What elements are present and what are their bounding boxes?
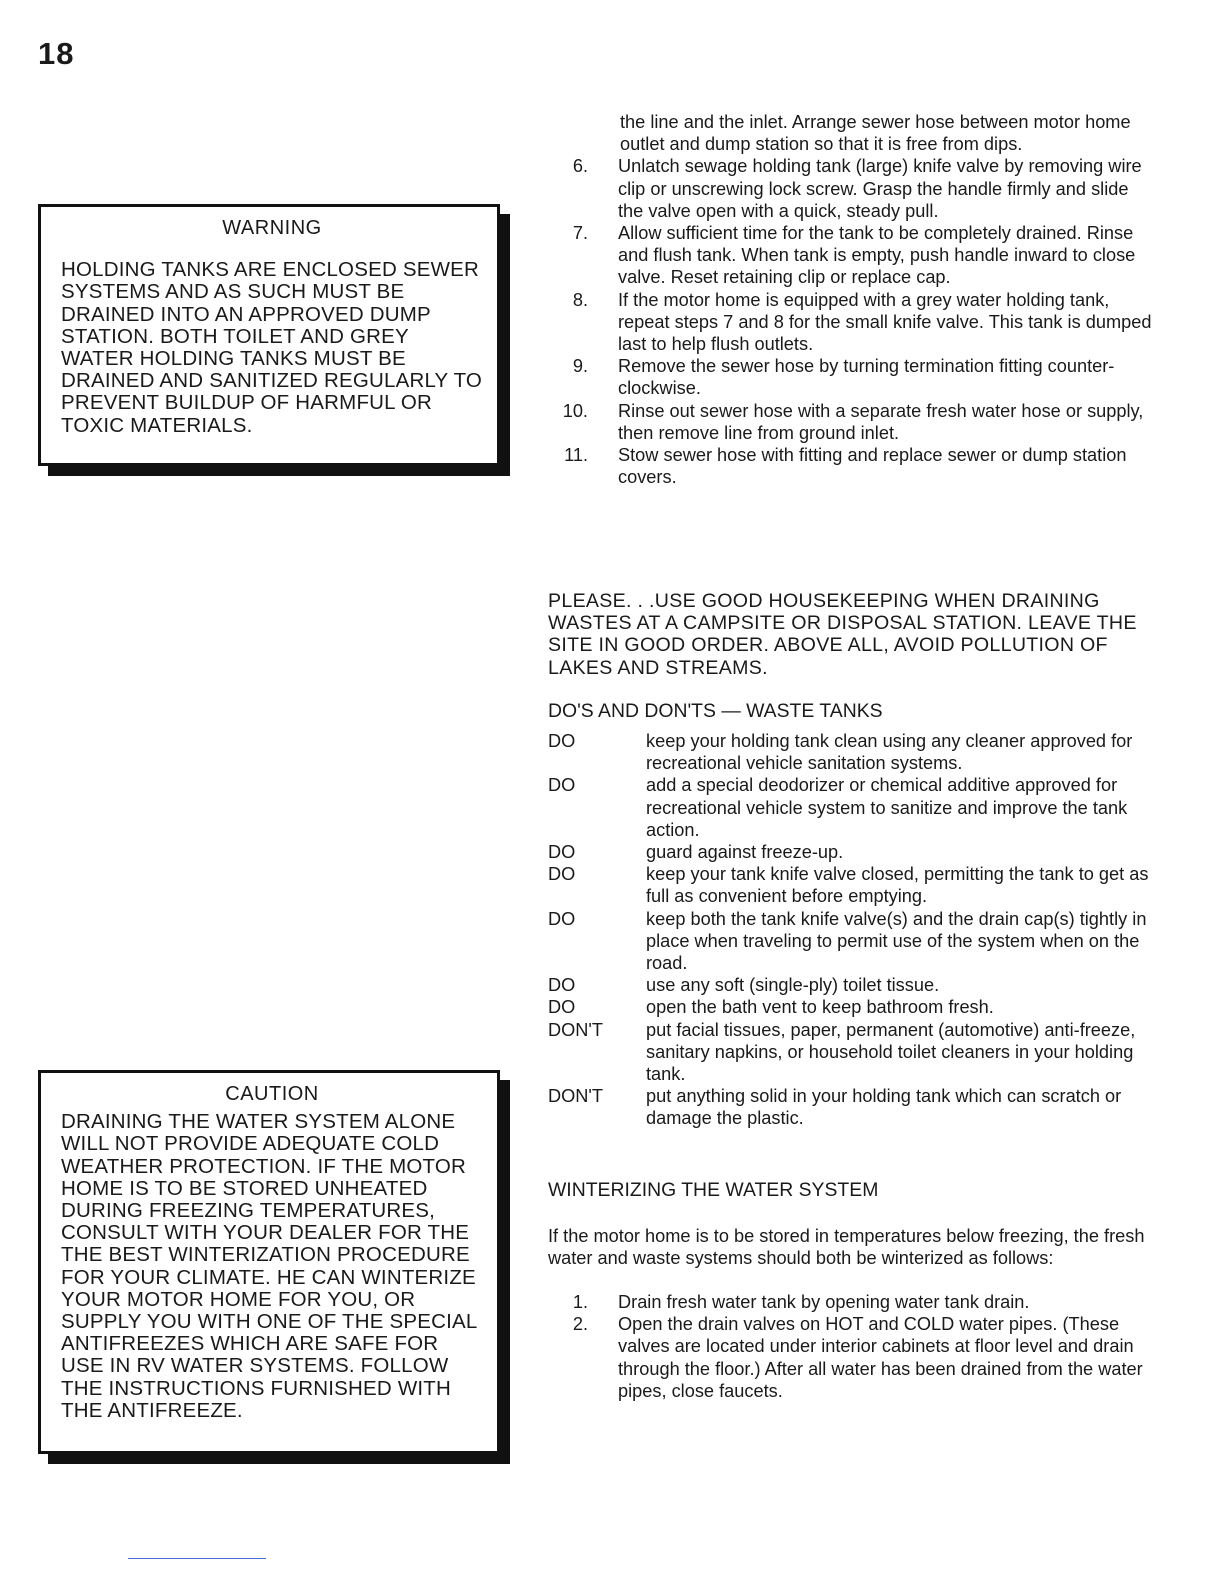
item-tag: DON'T	[548, 1086, 603, 1107]
item-tag: DO	[548, 908, 576, 929]
step-item	[548, 155, 1158, 222]
caution-text: DRAINING THE WATER SYSTEM ALONE WILL NOT PROVIDE ADEQUATE COLD WEATHER PROTECTION. IF THE MOTOR HOME IS TO BE STORED UNHEATED DURING FREEZING TEMPERATURES, CONSULT WITH YOUR DEALER FOR THE THE BEST WINTERIZATION PROCEDURE FOR YOUR CLIMATE. HE CAN WINTERIZE YOUR MOTOR HOME FOR YOU, OR SUPPLY YOU WITH ONE OF THE SPECIAL ANTIFREEZES WHICH ARE SAFE FOR USE IN RV WATER SYSTEMS. FOLLOW THE INSTRUCTIONS FURNISHED WITH THE ANTIFREEZE.	[61, 1110, 477, 1422]
footer-rule	[128, 1558, 266, 1559]
step-text: Remove the sewer hose by turning termination fitting counter-clockwise.	[618, 356, 1115, 399]
step-item	[548, 222, 1158, 289]
list-item	[548, 974, 1168, 996]
step-text: Stow sewer hose with fitting and replace sewer or dump station covers.	[618, 445, 1127, 488]
list-item	[548, 863, 1168, 907]
step-item	[548, 400, 1158, 444]
caution-box	[38, 1070, 500, 1454]
page-number: 18	[38, 36, 75, 71]
list-item	[548, 908, 1168, 975]
step-text: Unlatch sewage holding tank (large) knife valve by removing wire clip or unscrewing lock screw. Grasp the handle firmly and slide the valve open with a quick, steady pull.	[618, 156, 1142, 221]
step-number: 11.	[564, 445, 588, 466]
step-number: 8.	[572, 289, 588, 310]
dos-donts-heading: DO'S AND DON'TS — WASTE TANKS	[548, 700, 883, 722]
item-text: use any soft (single-ply) toilet tissue.	[646, 975, 940, 996]
item-tag: DO	[548, 864, 576, 885]
winterizing-intro: If the motor home is to be stored in temperatures below freezing, the fresh water and waste systems should both be winterized as follows:	[548, 1226, 1145, 1269]
item-text: keep both the tank knife valve(s) and the drain cap(s) tightly in place when traveling to permit use of the system when on the road.	[646, 908, 1147, 974]
step-text: Open the drain valves on HOT and COLD water pipes. (These valves are located under interior cabinets at floor level and drain through the floor.) After all water has been drained from the water pipes, close faucets.	[618, 1314, 1143, 1401]
item-text: keep your holding tank clean using any cleaner approved for recreational vehicle sanitation systems.	[646, 731, 1133, 774]
list-item	[548, 730, 1168, 774]
winterizing-heading: WINTERIZING THE WATER SYSTEM	[548, 1179, 879, 1201]
item-tag: DO	[548, 842, 576, 863]
warning-text: HOLDING TANKS ARE ENCLOSED SEWER SYSTEMS AND AS SUCH MUST BE DRAINED INTO AN APPROVED DUMP STATION. BOTH TOILET AND GREY WATER HOLDING TANKS MUST BE DRAINED AND SANITIZED REGULARLY TO PREVENT BUILDUP OF HARMFUL OR TOXIC MATERIALS.	[61, 258, 483, 437]
list-item	[548, 1085, 1168, 1129]
housekeeping-notice: PLEASE. . .USE GOOD HOUSEKEEPING WHEN DRAINING WASTES AT A CAMPSITE OR DISPOSAL STATION. LEAVE THE SITE IN GOOD ORDER. ABOVE ALL, AVOID POLLUTION OF LAKES AND STREAMS.	[548, 590, 1137, 679]
step-text: If the motor home is equipped with a grey water holding tank, repeat steps 7 and 8 for the small knife valve. This tank is dumped last to help flush outlets.	[618, 289, 1152, 355]
warning-box	[38, 204, 500, 466]
step-item	[548, 1313, 1158, 1402]
item-tag: DO	[548, 997, 576, 1018]
item-text: put anything solid in your holding tank which can scratch or damage the plastic.	[646, 1086, 1122, 1129]
item-text: add a special deodorizer or chemical additive approved for recreational vehicle system to sanitize and improve the tank action.	[646, 775, 1128, 840]
list-item	[548, 996, 1168, 1018]
list-item	[548, 1019, 1168, 1086]
draining-steps	[548, 111, 1158, 488]
step-item	[548, 355, 1158, 399]
item-text: put facial tissues, paper, permanent (automotive) anti-freeze, sanitary napkins, or household toilet cleaners in your holding tank.	[646, 1019, 1136, 1085]
step-number: 9.	[572, 356, 588, 377]
step-number: 1.	[572, 1292, 588, 1312]
item-tag: DO	[548, 975, 576, 996]
item-text: guard against freeze-up.	[646, 842, 844, 863]
step-number: 10.	[562, 400, 588, 421]
step-text: Rinse out sewer hose with a separate fresh water hose or supply, then remove line from ground inlet.	[618, 400, 1144, 443]
item-text: keep your tank knife valve closed, permitting the tank to get as full as convenient before emptying.	[646, 864, 1149, 907]
caution-title: CAUTION	[225, 1083, 319, 1105]
item-tag: DO	[548, 731, 576, 751]
step-item	[548, 444, 1158, 488]
step-number: 2.	[572, 1314, 588, 1335]
item-tag: DON'T	[548, 1019, 603, 1040]
step-text: Allow sufficient time for the tank to be completely drained. Rinse and flush tank. When tank is empty, push handle inward to close valve. Reset retaining clip or replace cap.	[618, 223, 1136, 288]
item-text: open the bath vent to keep bathroom fresh.	[646, 997, 994, 1018]
dos-donts-list	[548, 730, 1168, 1130]
step-item	[548, 289, 1158, 356]
step-continuation: the line and the inlet. Arrange sewer hose between motor home outlet and dump station so that it is free from dips.	[620, 112, 1131, 155]
item-tag: DO	[548, 775, 576, 796]
list-item	[548, 841, 1168, 863]
warning-title: WARNING	[222, 217, 322, 239]
list-item	[548, 774, 1168, 841]
step-text: Drain fresh water tank by opening water tank drain.	[618, 1292, 1030, 1312]
winterizing-steps	[548, 1291, 1158, 1402]
step-item	[548, 1291, 1158, 1313]
step-number: 6.	[572, 156, 588, 177]
step-number: 7.	[572, 223, 588, 244]
